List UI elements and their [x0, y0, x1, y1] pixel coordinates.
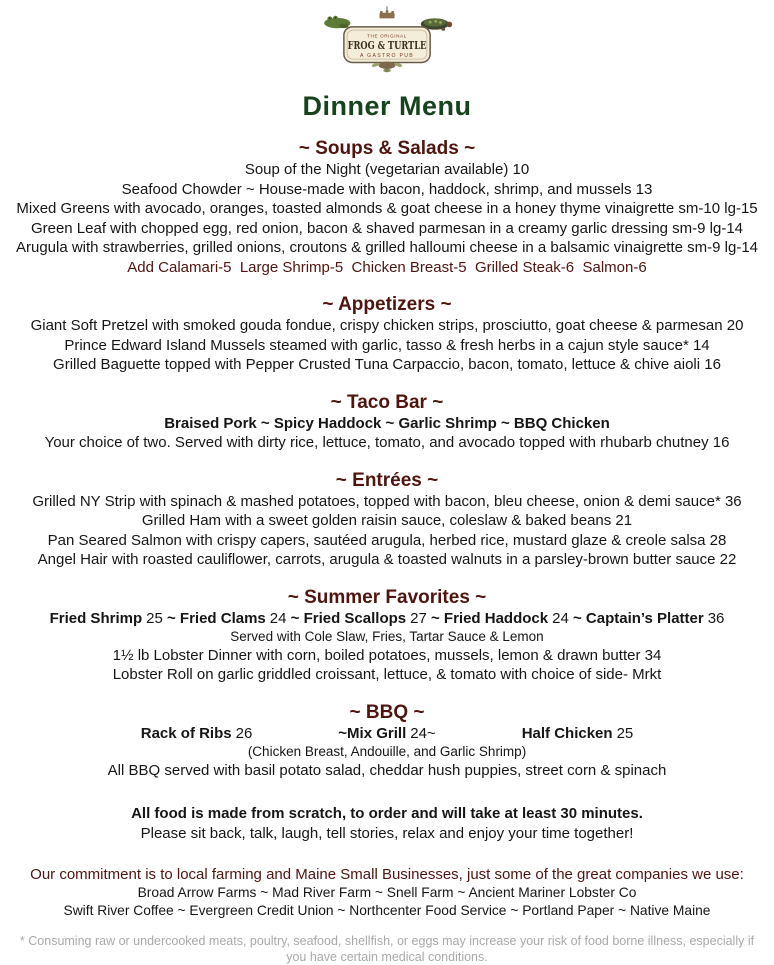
section-summer-favorites [14, 587, 760, 685]
logo-tagline-bottom: A GASTRO PUB [359, 52, 415, 59]
item-separator: ~ [426, 609, 444, 627]
menu-item-line: 1½ lb Lobster Dinner with corn, boiled potatoes, mussels, lemon & drawn butter 34 [112, 646, 662, 664]
section-bbq [14, 702, 760, 781]
menu-item-price: 36 [707, 609, 725, 627]
frog-icon [324, 16, 350, 28]
bbq-served-line: All BBQ served with basil potato salad, cheddar hush puppies, street corn & spinach [107, 761, 667, 779]
menu-item-line: Prince Edward Island Mussels steamed with garlic, tasso & fresh herbs in a cajun style sauce* 14 [64, 336, 710, 354]
section-heading: ~ Soups & Salads ~ [298, 138, 476, 159]
section-soups-salads [14, 138, 760, 277]
kitchen-notes [14, 804, 760, 843]
partners-line: Broad Arrow Farms ~ Mad River Farm ~ Snell Farm ~ Ancient Mariner Lobster Co [137, 885, 637, 900]
logo-tagline-top: THE ORIGINAL [367, 33, 407, 39]
item-separator: ~ [568, 609, 586, 627]
scratch-note-line: All food is made from scratch, to order and will take at least 30 minutes. [131, 805, 643, 822]
section-heading: ~ BBQ ~ [349, 701, 425, 723]
section-heading: ~ Summer Favorites ~ [287, 586, 487, 608]
logo-name: FROG & TURTLE [347, 37, 427, 52]
taco-options-line: Braised Pork ~ Spicy Haddock ~ Garlic Shrimp ~ BBQ Chicken [164, 414, 610, 432]
menu-item-line: Giant Soft Pretzel with smoked gouda fondue, crispy chicken strips, prosciutto, goat cheese & parmesan 20 [30, 317, 744, 334]
item-separator: ~ [286, 609, 304, 627]
menu-item-line: Pan Seared Salmon with crispy capers, sautéed arugula, herbed rice, mustard glaze & creole salsa 28 [47, 531, 727, 549]
menu-item-price: 24 [269, 609, 287, 627]
item-separator: ~ [162, 609, 180, 627]
section-heading: ~ Appetizers ~ [322, 294, 452, 315]
bbq-item [338, 724, 435, 744]
menu-item-line: Lobster Roll on garlic griddled croissant, lettuce, & tomato with choice of side- Mrkt [112, 666, 662, 683]
taco-description-line: Your choice of two. Served with dirty rice, lettuce, tomato, and avocado topped with rhubarb chutney 16 [44, 434, 730, 451]
section-heading: ~ Taco Bar ~ [330, 391, 444, 413]
menu-item-name: Rack of Ribs [140, 724, 232, 742]
menu-item-line: Grilled NY Strip with spinach & mashed potatoes, topped with bacon, bleu cheese, onion & demi sauce* 36 [32, 492, 742, 510]
menu-item-line: Mixed Greens with avocado, oranges, toasted almonds & goat cheese in a honey thyme vinaigrette sm-10 lg-15 [16, 200, 758, 217]
menu-item-name: Fried Shrimp [49, 609, 143, 627]
local-commitment [14, 865, 760, 920]
menu-item-line: Soup of the Night (vegetarian available) 10 [244, 161, 530, 178]
bbq-item [522, 724, 634, 744]
section-entrees [14, 470, 760, 570]
menu-item-name: Fried Scallops [303, 609, 407, 627]
menu-item-line: Angel Hair with roasted cauliflower, carrots, arugula & toasted walnuts in a parsley-brown butter sauce 22 [37, 551, 737, 568]
section-appetizers [14, 294, 760, 375]
relax-note-line: Please sit back, talk, laugh, tell stories, relax and enjoy your time together! [140, 824, 634, 842]
menu-item-price: 25 [616, 724, 634, 742]
crown-ornament-icon [380, 6, 395, 18]
consumption-disclaimer: * Consuming raw or undercooked meats, poultry, seafood, shellfish, or eggs may increase your risk of food borne illness, especially if you have certain medical conditions. [19, 934, 755, 964]
menu-item-price: 26 [235, 724, 253, 742]
menu-item-line: Grilled Baguette topped with Pepper Crusted Tuna Carpaccio, bacon, tomato, lettuce & chive aioli 16 [53, 356, 721, 373]
partners-line: Swift River Coffee ~ Evergreen Credit Union ~ Northcenter Food Service ~ Portland Paper ~ Native Maine [63, 903, 711, 918]
menu-item-line: Arugula with strawberries, grilled onions, croutons & grilled halloumi cheese in a balsamic vinaigrette sm-9 lg-14 [15, 239, 759, 256]
restaurant-logo [312, 5, 462, 78]
menu-item-price: 24 [552, 609, 569, 627]
summer-items-row [14, 609, 760, 629]
bbq-item [141, 724, 253, 744]
page-title: Dinner Menu [302, 91, 472, 121]
section-taco-bar [14, 392, 760, 453]
menu-item-price: 25 [146, 609, 163, 627]
menu-item-price: 24~ [410, 724, 436, 742]
commitment-intro-line: Our commitment is to local farming and Maine Small Businesses, just some of the great companies we use: [30, 866, 744, 883]
bbq-items-row [14, 724, 760, 744]
logo-badge [312, 5, 462, 73]
menu-item-name: Captain’s Platter [585, 609, 704, 627]
salad-addons-line: Add Calamari-5 Large Shrimp-5 Chicken Breast-5 Grilled Steak-6 Salmon-6 [127, 258, 647, 276]
menu-item-line: Grilled Ham with a sweet golden raisin sauce, coleslaw & baked beans 21 [141, 512, 633, 529]
menu-item-name: Fried Clams [179, 609, 266, 627]
summer-served-line: Served with Cole Slaw, Fries, Tartar Sauce & Lemon [230, 629, 544, 644]
mix-grill-detail-line: (Chicken Breast, Andouille, and Garlic Shrimp) [247, 744, 527, 759]
menu-item-line: Seafood Chowder ~ House-made with bacon, haddock, shrimp, and mussels 13 [121, 180, 653, 198]
menu-item-name: ~Mix Grill [338, 724, 407, 742]
menu-item-name: Half Chicken [521, 724, 613, 742]
shield-ornament-icon [371, 62, 403, 73]
menu-item-price: 27 [410, 609, 427, 627]
menu-item-name: Fried Haddock [443, 609, 549, 627]
section-heading: ~ Entrées ~ [335, 469, 439, 491]
menu-item-line: Green Leaf with chopped egg, red onion, bacon & shaved parmesan in a creamy garlic dressing sm-9 lg-14 [30, 219, 744, 237]
